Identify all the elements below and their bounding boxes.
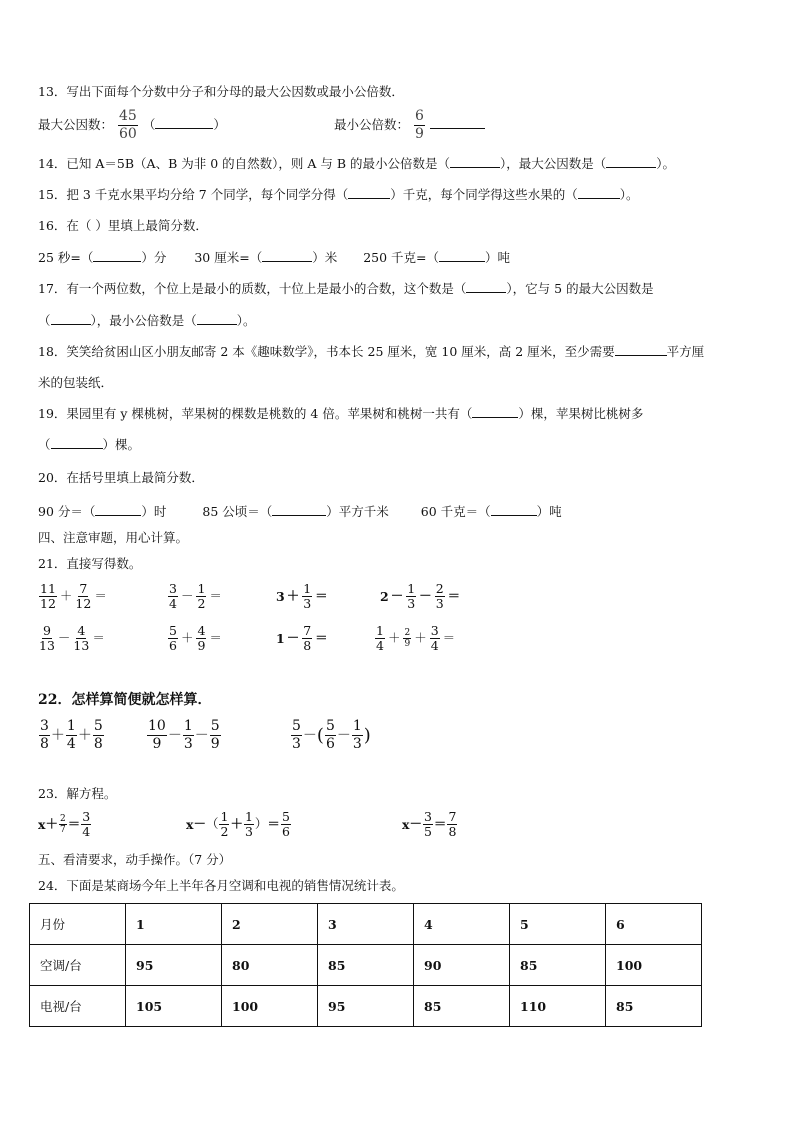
table-cell: 3 (318, 904, 414, 945)
expr-21-1: $\frac{11}{12}$ ＋ $\frac{7}{12}$ ＝ (40, 581, 107, 611)
table-cell: 2 (222, 904, 318, 945)
answer-blank[interactable] (93, 261, 141, 262)
answer-blank[interactable] (51, 324, 91, 325)
section-5-heading: 五、看清要求，动手操作。（7 分） (38, 852, 232, 867)
q19-line2: （ ）棵。 (38, 437, 141, 452)
answer-blank[interactable] (197, 324, 237, 325)
q13-lcm (334, 108, 485, 143)
table-cell: 80 (222, 945, 318, 986)
q18-line1: 18．笑笑给贫困山区小朋友邮寄 2 本《趣味数学》，书本长 25 厘米，宽 10 厘米，高 2 厘米，至少需要 平方厘 (38, 344, 705, 359)
table-cell: 85 (510, 945, 606, 986)
expr-21-6: $\frac{5}{6}$ ＋ $\frac{4}{9}$ ＝ (169, 623, 222, 653)
answer-blank[interactable] (606, 167, 656, 168)
equation-23-2: x－（ $\frac{1}{2}$ ＋ $\frac{1}{3}$ ）＝ $\frac{5}{6}$ (186, 809, 290, 839)
answer-blank[interactable] (491, 515, 537, 516)
q13-answers: 最大公因数： $\frac{45}{60}$ （ ） (38, 108, 226, 142)
expr-21-4: 2 － $\frac{1}{3}$ － $\frac{2}{3}$ ＝ (380, 581, 461, 611)
q16-prompt: 16．在（ ）里填上最简分数． (38, 218, 208, 233)
equation-23-3: x－ $\frac{3}{5}$ ＝ $\frac{7}{8}$ (402, 809, 457, 839)
q23-prompt: 23．解方程。 (38, 786, 117, 801)
answer-blank[interactable] (51, 448, 103, 449)
answer-blank[interactable] (472, 417, 518, 418)
table-cell: 4 (414, 904, 510, 945)
table-cell: 100 (606, 945, 702, 986)
table-cell: 95 (126, 945, 222, 986)
answer-blank[interactable] (95, 515, 141, 516)
gcd-label: 最大公因数： (38, 117, 114, 132)
expr-22-3: $\frac{5}{3}$ －( $\frac{5}{6}$ － $\frac{1}{3}$ ) (292, 718, 371, 752)
q20-items: 90 分＝（ ）时 85 公顷＝（ ）平方千米 60 千克＝（ ）吨 (38, 504, 562, 519)
expr-22-1: $\frac{3}{8}$ ＋ $\frac{1}{4}$ ＋ $\frac{5}{8}$ (40, 718, 103, 752)
table-row (30, 945, 702, 986)
q19-line1: 19．果园里有 y 棵桃树，苹果树的棵数是桃数的 4 倍。苹果树和桃树一共有（ ）棵，苹果树比桃树多 (38, 406, 644, 421)
table-cell: 85 (606, 986, 702, 1027)
table-cell: 85 (414, 986, 510, 1027)
answer-blank[interactable] (439, 261, 485, 262)
table-cell: 90 (414, 945, 510, 986)
equation-23-1: x＋ $\frac{2}{7}$ ＝ $\frac{3}{4}$ (38, 809, 91, 839)
answer-blank[interactable] (450, 167, 500, 168)
sales-table (29, 903, 702, 1027)
q13-prompt: 13．写出下面每个分数中分子和分母的最大公因数或最小公倍数． (38, 84, 404, 99)
q15: 15．把 3 千克水果平均分给 7 个同学，每个同学分得（ ）千克，每个同学得这些水果的（ ）。 (38, 187, 639, 202)
expr-21-5: $\frac{9}{13}$ － $\frac{4}{13}$ ＝ (39, 623, 105, 653)
table-row (30, 986, 702, 1027)
answer-blank[interactable] (155, 128, 213, 129)
table-cell: 95 (318, 986, 414, 1027)
q14: 14．已知 A＝5B（A、B 为非 0 的自然数），则 A 与 B 的最小公倍数是（ ），最大公因数是（ ）。 (38, 156, 676, 171)
q20-prompt: 20．在括号里填上最简分数． (38, 470, 204, 485)
answer-blank[interactable] (272, 515, 326, 516)
q24-prompt: 24．下面是某商场今年上半年各月空调和电视的销售情况统计表。 (38, 878, 404, 893)
table-cell: 100 (222, 986, 318, 1027)
table-cell: 110 (510, 986, 606, 1027)
table-cell: 1 (126, 904, 222, 945)
fraction-45-60: $\frac{45}{60}$ (119, 108, 137, 142)
expr-21-8: $\frac{1}{4}$ ＋ $\frac{2}{9}$ ＋ $\frac{3}{4}$ ＝ (376, 623, 456, 653)
table-header-cell: 电视/台 (30, 986, 126, 1027)
table-cell: 5 (510, 904, 606, 945)
answer-blank[interactable] (578, 198, 620, 199)
section-4-heading: 四、注意审题，用心计算。 (38, 530, 189, 545)
table-header-cell: 空调/台 (30, 945, 126, 986)
lcm-label: 最小公倍数： (334, 117, 410, 132)
expr-21-7: 1 － $\frac{7}{8}$ ＝ (276, 623, 328, 653)
q18-line2: 米的包装纸． (38, 375, 114, 390)
expr-22-2: $\frac{10}{9}$ － $\frac{1}{3}$ － $\frac{5}{9}$ (148, 718, 220, 752)
table-cell: 85 (318, 945, 414, 986)
expr-21-3: 3 ＋ $\frac{1}{3}$ ＝ (276, 581, 328, 611)
table-row (30, 904, 702, 945)
answer-blank[interactable] (348, 198, 390, 199)
q22-prompt: 22．怎样算简便就怎样算． (38, 692, 212, 708)
answer-blank[interactable] (615, 355, 667, 356)
q16-items: 25 秒=（ ）分 30 厘米=（ ）米 250 千克=（ ）吨 (38, 250, 511, 265)
table-header-cell: 月份 (30, 904, 126, 945)
expr-21-2: $\frac{3}{4}$ － $\frac{1}{2}$ ＝ (169, 581, 222, 611)
answer-blank[interactable] (430, 128, 485, 129)
q17-line2: （ ），最小公倍数是（ ）。 (38, 313, 256, 328)
answer-blank[interactable] (466, 292, 506, 293)
q17-line1: 17．有一个两位数，个位上是最小的质数，十位上是最小的合数，这个数是（ ），它与 5 的最大公因数是 (38, 281, 654, 296)
table-cell: 105 (126, 986, 222, 1027)
answer-blank[interactable] (262, 261, 312, 262)
table-cell: 6 (606, 904, 702, 945)
q21-prompt: 21．直接写得数。 (38, 556, 142, 571)
fraction-6-9: $\frac{6}{9}$ (415, 108, 424, 142)
